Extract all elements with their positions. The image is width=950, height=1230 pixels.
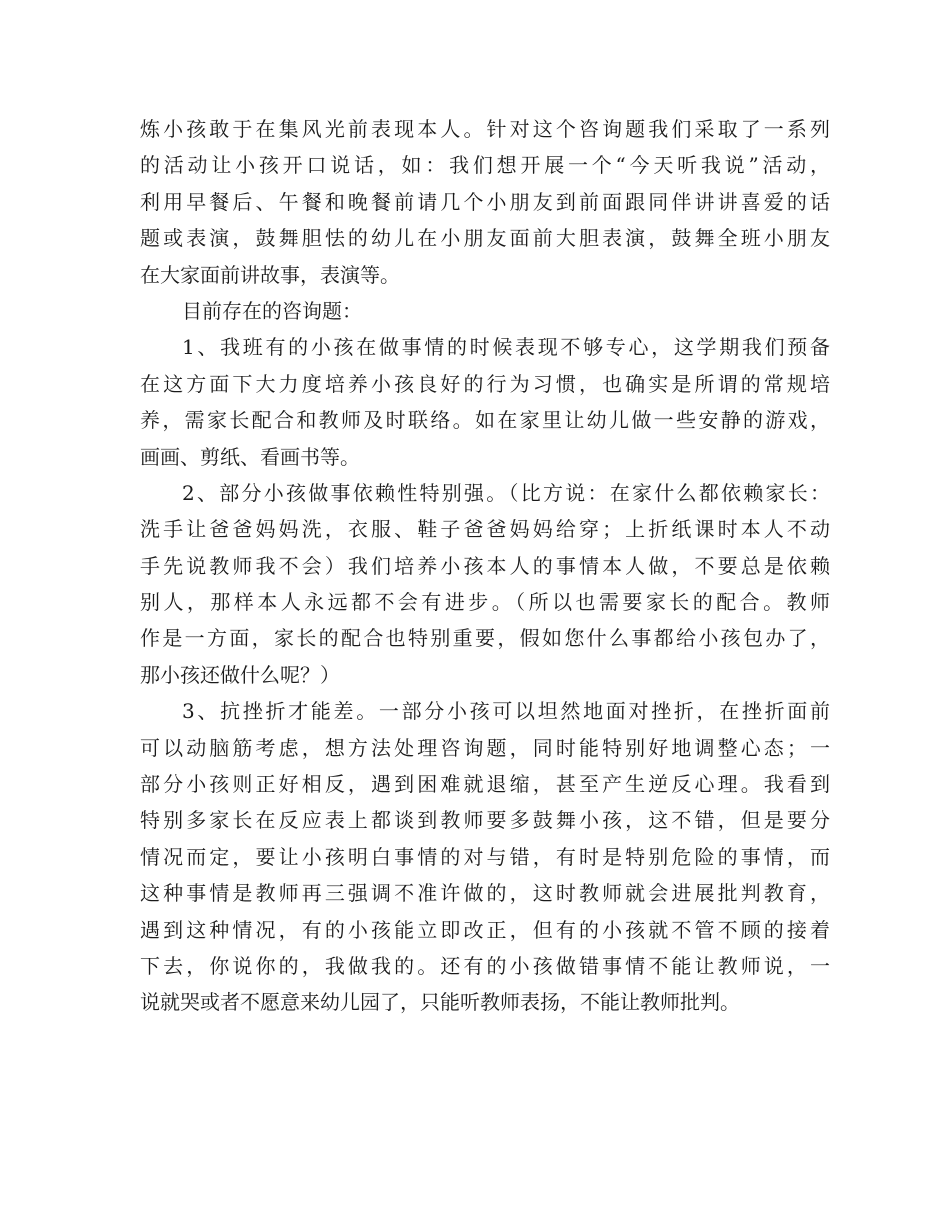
text-line: 可以动脑筋考虑，想方法处理咨询题，同时能特别好地调整心态；一 bbox=[140, 735, 830, 760]
text-line: 题或表演，鼓舞胆怯的幼儿在小朋友面前大胆表演，鼓舞全班小朋友 bbox=[140, 226, 830, 251]
section-heading: 目前存在的咨询题： bbox=[182, 298, 362, 323]
text-line: 画画、剪纸、看画书等。 bbox=[140, 444, 360, 469]
text-line: 在大家面前讲故事，表演等。 bbox=[140, 262, 400, 287]
text-line: 洗手让爸爸妈妈洗，衣服、鞋子爸爸妈妈给穿；上折纸课时本人不动 bbox=[140, 517, 830, 542]
text-line: 1、我班有的小孩在做事情的时候表现不够专心，这学期我们预备 bbox=[182, 335, 830, 360]
text-line: 情况而定，要让小孩明白事情的对与错，有时是特别危险的事情，而 bbox=[140, 844, 830, 869]
text-line: 下去，你说你的，我做我的。还有的小孩做错事情不能让教师说，一 bbox=[140, 953, 830, 978]
text-line: 说就哭或者不愿意来幼儿园了，只能听教师表扬，不能让教师批判。 bbox=[140, 990, 740, 1015]
text-line: 在这方面下大力度培养小孩良好的行为习惯，也确实是所谓的常规培 bbox=[140, 371, 830, 396]
text-line: 的活动让小孩开口说话，如：我们想开展一个“今天听我说”活动， bbox=[140, 153, 830, 178]
text-line: 特别多家长在反应表上都谈到教师要多鼓舞小孩，这不错，但是要分 bbox=[140, 808, 830, 833]
body-text bbox=[140, 111, 830, 1021]
text-line: 养，需家长配合和教师及时联络。如在家里让幼儿做一些安静的游戏， bbox=[140, 408, 830, 433]
text-line: 别人，那样本人永远都不会有进步。（所以也需要家长的配合。教师 bbox=[140, 590, 830, 615]
text-line: 部分小孩则正好相反，遇到困难就退缩，甚至产生逆反心理。我看到 bbox=[140, 772, 830, 797]
text-line: 手先说教师我不会）我们培养小孩本人的事情本人做，不要总是依赖 bbox=[140, 553, 830, 578]
text-line: 2、部分小孩做事依赖性特别强。（比方说：在家什么都依赖家长： bbox=[182, 480, 830, 505]
text-line: 那小孩还做什么呢？） bbox=[140, 662, 340, 687]
text-line: 作是一方面，家长的配合也特别重要，假如您什么事都给小孩包办了， bbox=[140, 626, 830, 651]
text-line: 炼小孩敢于在集风光前表现本人。针对这个咨询题我们采取了一系列 bbox=[140, 117, 830, 141]
text-line: 利用早餐后、午餐和晚餐前请几个小朋友到前面跟同伴讲讲喜爱的话 bbox=[140, 189, 830, 214]
text-line: 3、抗挫折才能差。一部分小孩可以坦然地面对挫折，在挫折面前 bbox=[182, 699, 830, 724]
text-line: 遇到这种情况，有的小孩能立即改正，但有的小孩就不管不顾的接着 bbox=[140, 917, 830, 942]
text-line: 这种事情是教师再三强调不准许做的，这时教师就会进展批判教育， bbox=[140, 881, 830, 906]
